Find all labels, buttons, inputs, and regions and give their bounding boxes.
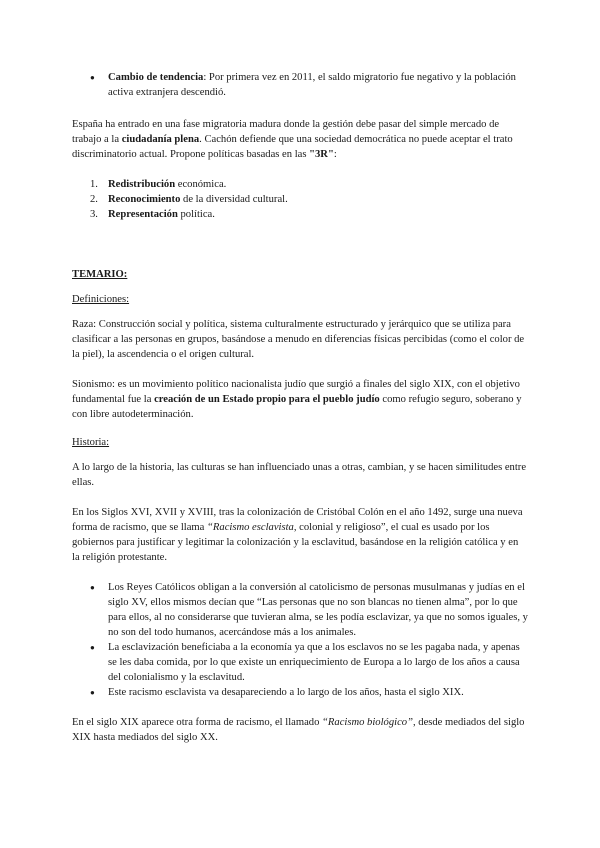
historia-bullet-list [72, 580, 528, 700]
list-item [72, 207, 528, 222]
text-span: España ha entrado en una fase migratoria madura donde la gestión debe pasar del simple mercado de trabajo a la [72, 119, 500, 145]
text-span: como refugio seguro, soberano y con libre autodeterminación. [72, 394, 522, 420]
intro-bullet-list [72, 70, 528, 100]
raza-definition: Raza: Construcción social y política, sistema culturalmente estructurado y jerárquico que se utiliza para clasificar a las personas en grupos, basándose a menudo en diferencias físicas percibidas (como el color de la piel), la ascendencia o el origen cultural. [72, 319, 525, 360]
list-number: 1. [90, 179, 98, 190]
text-span: , colonial y religioso”, el cual es usado por los gobiernos para justificar y legitimar la colonización y la esclavitud, basándose en la religión católica y en la religión protestante. [72, 522, 519, 563]
text-span: Sionismo: es un movimiento político nacionalista judío que surgió a finales del siglo XIX, con el objetivo fundamental fue la [72, 379, 520, 405]
list-item [72, 70, 528, 100]
list-number: 2. [90, 194, 98, 205]
bold-term: "3R" [309, 149, 334, 160]
bold-term: ciudadanía plena [121, 134, 200, 145]
historia-paragraph-2 [72, 505, 528, 565]
text-span: . Cachón defiende que una sociedad democrática no puede aceptar el trato discriminatorio actual. Propone políticas basadas en las [72, 134, 513, 160]
bold-term: Reconocimiento [108, 194, 181, 205]
three-r-list [72, 177, 528, 222]
list-item: ● La esclavización beneficiaba a la economía ya que a los esclavos no se les pagaba nada, y apenas se les daba comida, por lo que existe un enriquecimiento de Europa a lo largo de los años a causa del colonialismo y la esclavitud. [72, 640, 528, 685]
italic-term: “Racismo biológico” [322, 717, 413, 728]
text-span: , desde mediados del siglo XIX hasta mediados del siglo XX. [72, 717, 525, 743]
historia-paragraph-1: A lo largo de la historia, las culturas se han influenciado unas a otras, cambian, y se hacen similitudes entre ellas. [72, 462, 527, 488]
list-item-text: : Por primera vez en 2011, el saldo migratorio fue negativo y la población activa extranjera descendió. [108, 72, 516, 98]
list-item-text: de la diversidad cultural. [180, 194, 288, 205]
definiciones-heading [72, 292, 528, 307]
document-body [72, 70, 528, 745]
list-number: 3. [90, 209, 98, 220]
italic-term: “Racismo esclavista [207, 522, 294, 533]
list-item-text: política. [177, 209, 215, 220]
list-item-text: económica. [175, 179, 227, 190]
list-item: ● Este racismo esclavista va desapareciendo a lo largo de los años, hasta el siglo XIX. [72, 685, 528, 700]
final-paragraph [72, 715, 528, 745]
text-span: En los Siglos XVI, XVII y XVIII, tras la colonización de Cristóbal Colón en el año 1492, surge una nueva forma de racismo, que se llama [72, 507, 523, 533]
bold-term: Representación [108, 209, 178, 220]
paragraph-espana [72, 117, 528, 162]
bold-term: Redistribución [108, 179, 176, 190]
temario-title [72, 267, 528, 282]
text-span: En el siglo XIX aparece otra forma de racismo, el llamado [72, 717, 323, 728]
list-item [72, 192, 528, 207]
section-heading: Historia: [72, 437, 110, 448]
sionismo-definition [72, 377, 528, 422]
list-item: ● Los Reyes Católicos obligan a la conversión al catolicismo de personas musulmanas y judías en el siglo XV, ellos mismos decían que “Las personas que no son blancas no tienen alma”, por lo que para ellos, al no considerarse que tuvieran alma, se les podía esclavizar, ya que no somos iguales, y no son del todo humanos, acercándose más a los animales. [72, 580, 528, 640]
temario-heading: TEMARIO: [72, 269, 128, 280]
bold-term: creación de un Estado propio para el pueblo judío [154, 394, 380, 405]
bold-term: Cambio de tendencia [108, 72, 204, 83]
list-item [72, 177, 528, 192]
section-heading: Definiciones: [72, 294, 130, 305]
historia-heading [72, 435, 528, 450]
text-span: : [333, 149, 337, 160]
